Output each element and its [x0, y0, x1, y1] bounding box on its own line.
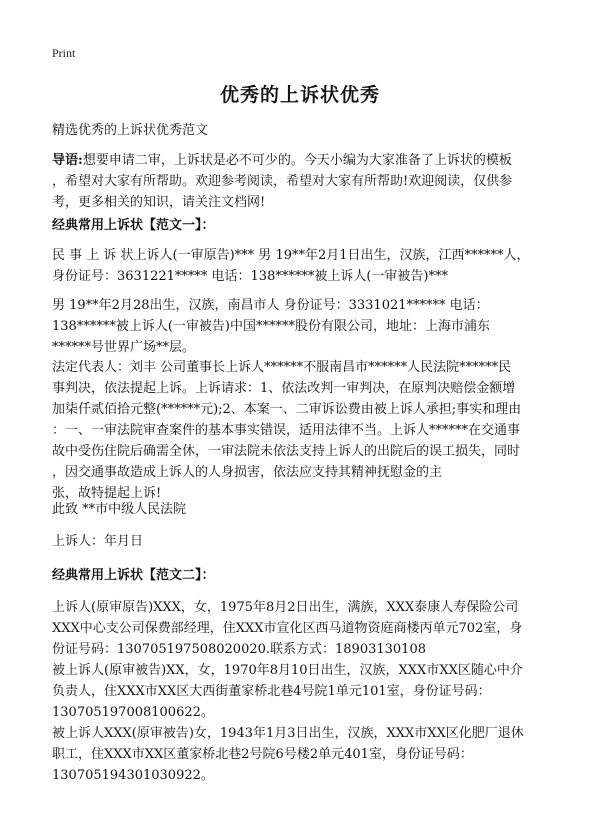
paragraph-7-line: 被上诉人(原审被告)XX，女，1970年8月10日出生，汉族，XXX市XX区随心中介	[52, 663, 523, 678]
paragraph-7	[52, 660, 552, 723]
paragraph-5: 上诉人：年月日	[52, 534, 144, 549]
paragraph-3-line: 事判决，依法提起上诉。上诉请求：1、依法改判一审判决，在原判决赔偿金额增	[52, 381, 516, 396]
paragraph-7-line: 负责人，住XXX市XX区大西街董家桥北巷4号院1单元101室，身份证号码：	[52, 684, 491, 699]
paragraph-1	[52, 245, 552, 287]
paragraph-2-line: ******号世界广场**层。	[52, 340, 196, 355]
paragraph-2-line: 男 19**年2月28出生，汉族，南昌市人 身份证号：3331021****** 电话：	[52, 298, 489, 313]
paragraph-1-line: 身份证号：3631221***** 电话：138******被上诉人(一审被告)***	[52, 269, 448, 284]
paragraph-8-line: 130705194301030922。	[52, 768, 214, 783]
paragraph-3-line: ：一、一审法院审查案件的基本事实错误，适用法律不当。上诉人******在交通事	[52, 423, 521, 438]
print-label[interactable]: Print	[52, 46, 76, 60]
paragraph-3	[52, 357, 552, 504]
lead-line-2: ，希望对大家有所帮助。欢迎参考阅读，希望对大家有所帮助!欢迎阅读，仅供参	[52, 174, 513, 189]
paragraph-8-line: 职工，住XXX市XX区董家桥北巷2号院6号楼2单元401室，身份证号码：	[52, 747, 473, 762]
paragraph-8	[52, 723, 552, 786]
lead-line-1-text: 想要申请二审，上诉状是必不可少的。今天小编为大家准备了上诉状的模板	[82, 153, 512, 168]
lead-label: 导语:	[52, 153, 83, 168]
paragraph-1-line: 民 事 上 诉 状上诉人(一审原告)*** 男 19**年2月1日出生，汉族，江西******人，	[52, 248, 530, 263]
paragraph-6-line: 份证号码：130705197508020020.联系方式：18903130108	[52, 642, 426, 657]
paragraph-3-line: 法定代表人：刘丰 公司董事长上诉人******不服南昌市******人民法院******民	[52, 360, 512, 375]
paragraph-4: 此致 **市中级人民法院	[52, 502, 187, 517]
section-heading-2: 经典常用上诉状【范文二】：	[52, 568, 215, 583]
lead-paragraph	[52, 150, 552, 213]
paragraph-7-line: 130705197008100622。	[52, 705, 214, 720]
paragraph-2	[52, 295, 552, 358]
paragraph-3-line: ，因交通事故造成上诉人的人身损害，依法应支持其精神抚慰金的主	[52, 465, 443, 480]
section-heading-1: 经典常用上诉状【范文一】：	[52, 218, 215, 233]
paragraph-2-line: 138******被上诉人(一审被告)中国******股份有限公司，地址：上海市浦东	[52, 319, 490, 334]
paragraph-6	[52, 597, 552, 660]
lead-line-1	[52, 150, 552, 171]
paragraph-3-line: 张，故特提起上诉!	[52, 486, 162, 501]
paragraph-6-line: 上诉人(原审原告)XXX，女，1975年8月2日出生，满族，XXX泰康人寿保险公司	[52, 600, 519, 615]
subtitle: 精选优秀的上诉状优秀范文	[52, 123, 209, 138]
paragraph-6-line: XXX中心支公司保费部经理，住XXX市宣化区西马道物资庭商楼丙单元702室，身	[52, 621, 523, 636]
paragraph-3-line: 加柒仟贰佰拾元整(******元);2、本案一、二审诉讼费由被上诉人承担;事实和理由	[52, 402, 522, 417]
paragraph-8-line: 被上诉人XXX(原审被告)女，1943年1月3日出生，汉族，XXX市XX区化肥厂退休	[52, 726, 524, 741]
paragraph-3-line: 故中受伤住院后确需全休，一审法院未依法支持上诉人的出院后的误工损失，同时	[52, 444, 521, 459]
lead-line-3: 考，更多相关的知识，请关注文档网!	[52, 195, 266, 210]
page-title: 优秀的上诉状优秀	[219, 84, 380, 106]
